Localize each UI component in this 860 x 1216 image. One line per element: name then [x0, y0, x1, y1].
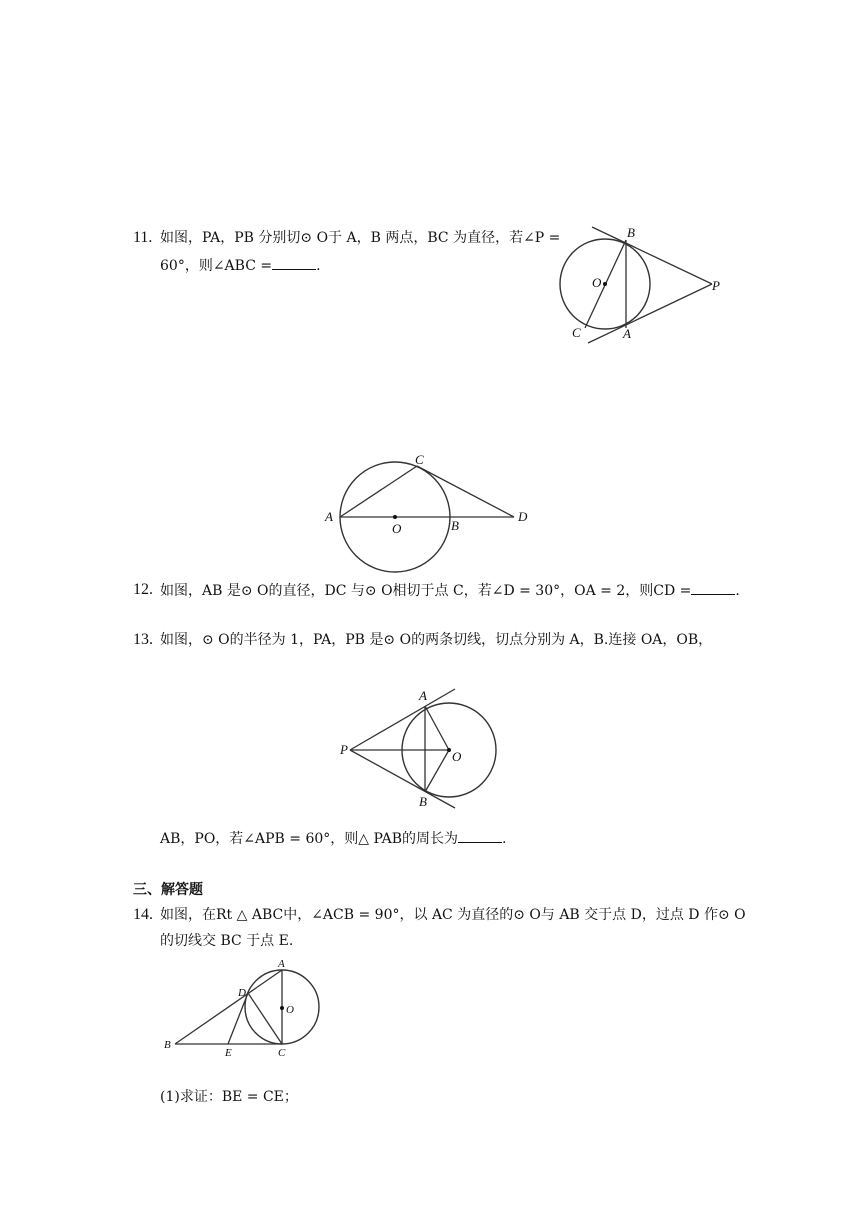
q14-part1: (1)求证：BE = CE；	[160, 1089, 298, 1105]
q11-label-o: O	[592, 275, 602, 290]
q13-number: 13.	[133, 631, 153, 648]
q13-label-b: B	[419, 794, 427, 809]
q13-label-a: A	[419, 688, 427, 703]
q11-center-dot	[603, 282, 607, 286]
q13-text-line1: 如图，⊙ O的半径为 1，PA，PB 是⊙ O的两条切线，切点分别为 A，B.连接 OA，OB，	[160, 632, 713, 648]
q14-segment-dc	[248, 993, 282, 1044]
q14-label-b: B	[164, 1039, 171, 1051]
q12-text: 如图，AB 是⊙ O的直径，DC 与⊙ O相切于点 C，若∠D = 30°，OA = 2，则CD = .	[160, 580, 740, 601]
q13-radius-ob	[425, 750, 449, 792]
q12-answer-blank	[691, 580, 735, 595]
q13-label-o: O	[452, 749, 462, 764]
q11-answer-blank	[272, 255, 316, 270]
q12-label-b: B	[451, 518, 459, 533]
q14-center-dot	[280, 1006, 284, 1010]
q13-radius-oa	[425, 706, 449, 750]
q12-number: 12.	[133, 581, 153, 598]
q12-label-d: D	[518, 509, 528, 524]
q12-tangent-cd	[417, 466, 514, 517]
section-heading: 三、解答题	[133, 882, 203, 898]
q11-label-p: P	[712, 278, 720, 293]
q12-label-c: C	[415, 452, 424, 467]
q12-center-dot	[393, 515, 397, 519]
q14-label-o: O	[286, 1004, 294, 1016]
q14-label-d: D	[238, 987, 246, 999]
q14-label-c: C	[278, 1047, 286, 1059]
q13-figure	[330, 685, 510, 810]
q14-figure	[158, 955, 328, 1060]
q12-label-o: O	[392, 521, 402, 536]
q14-side-ab	[175, 970, 282, 1044]
q13-answer-blank	[458, 828, 502, 843]
q13-label-p: P	[340, 742, 348, 757]
q14-label-a: A	[278, 958, 285, 970]
q11-text-line2: 60°，则∠ABC = .	[160, 255, 321, 276]
q11-tangent-pa	[588, 284, 712, 343]
q14-number: 14.	[133, 906, 153, 923]
q11-text-line1: 如图，PA，PB 分别切⊙ O于 A，B 两点，BC 为直径，若∠P =	[160, 230, 561, 246]
q11-figure	[550, 222, 740, 352]
q11-label-b: B	[627, 225, 635, 240]
q12-label-a: A	[325, 509, 333, 524]
q12-figure	[320, 450, 540, 575]
q13-text-line2: AB，PO，若∠APB = 60°，则△ PAB的周长为 .	[160, 828, 507, 849]
q14-label-e: E	[225, 1047, 232, 1059]
q11-number: 11.	[133, 229, 153, 246]
q14-text-line2: 的切线交 BC 于点 E.	[160, 933, 294, 949]
q11-label-c: C	[572, 325, 581, 340]
q11-label-a: A	[623, 326, 631, 341]
q13-center-dot	[447, 748, 451, 752]
q14-text-line1: 如图，在Rt △ ABC中，∠ACB = 90°，以 AC 为直径的⊙ O与 AB 交于点 D，过点 D 作⊙ O	[160, 907, 746, 923]
q12-chord-ac	[340, 466, 417, 517]
